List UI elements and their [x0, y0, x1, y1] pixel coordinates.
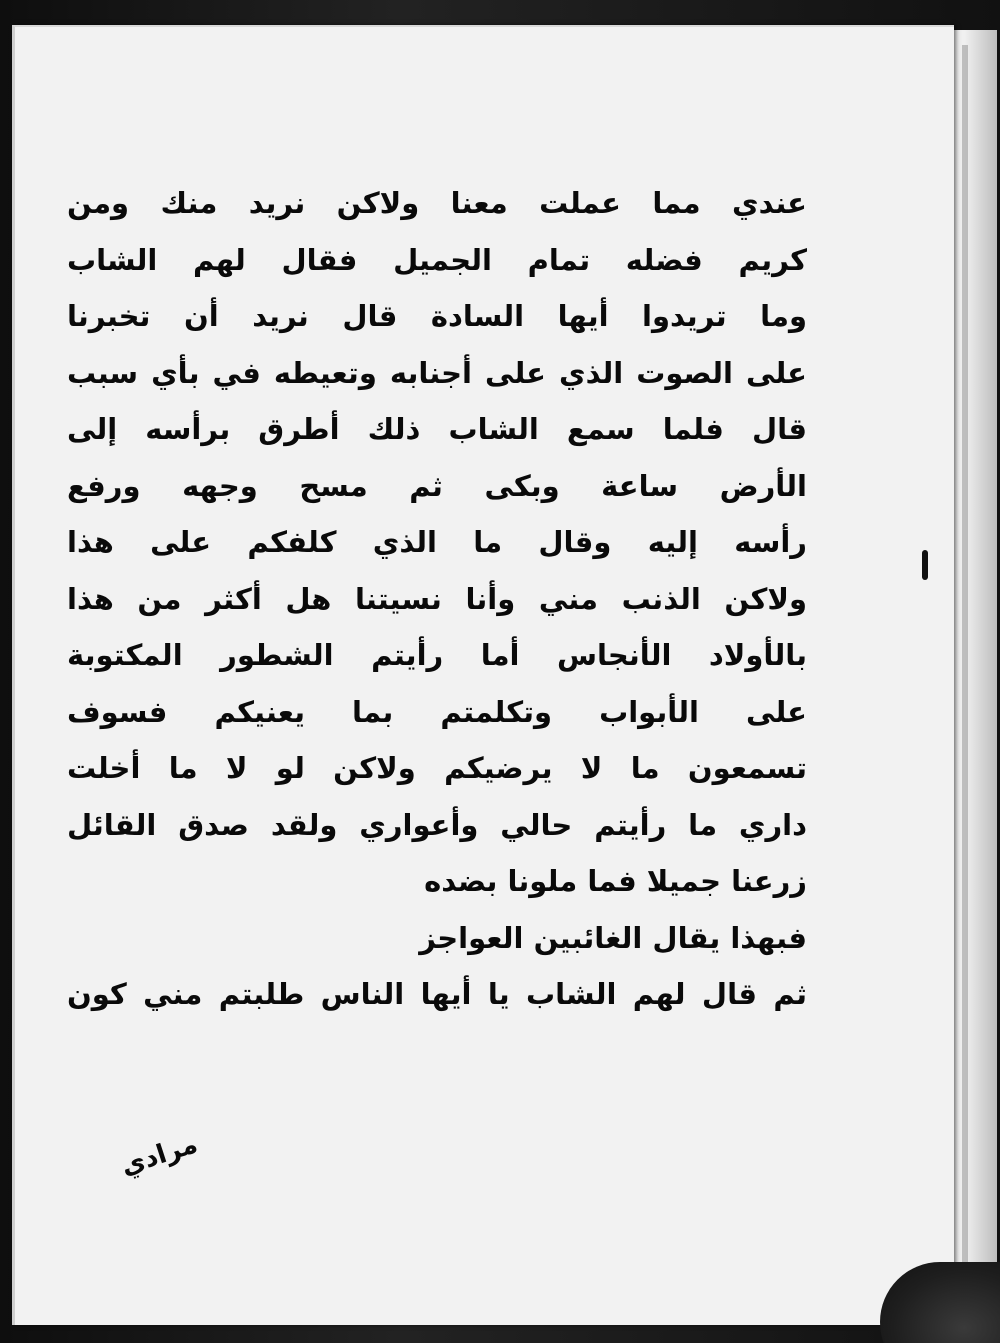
manuscript-line: الأرض ساعة وبكى ثم مسح وجهه ورفع — [67, 468, 807, 503]
manuscript-line: رأسه إليه وقال ما الذي كلفكم على هذا — [67, 525, 807, 559]
manuscript-line: داري ما رأيتم حالي وأعواري ولقد صدق القائل — [67, 807, 807, 842]
manuscript-line: زرعنا جميلا فما ملونا بضده — [424, 864, 807, 898]
manuscript-line: تسمعون ما لا يرضيكم ولاكن لو لا ما أخلت — [67, 751, 807, 785]
manuscript-page — [12, 25, 954, 1325]
manuscript-line: قال فلما سمع الشاب ذلك أطرق برأسه إلى — [67, 412, 807, 446]
manuscript-line: وما تريدوا أيها السادة قال نريد أن تخبرنا — [67, 299, 807, 333]
back-page-edge — [962, 45, 968, 1315]
manuscript-line: على الأبواب وتكلمتم بما يعنيكم فسوف — [67, 694, 807, 729]
manuscript-text-block — [67, 175, 807, 1023]
manuscript-line: بالأولاد الأنجاس أما رأيتم الشطور المكتوبة — [67, 638, 807, 672]
manuscript-line: كريم فضله تمام الجميل فقال لهم الشاب — [67, 242, 807, 277]
manuscript-line: فبهذا يقال الغائبين العواجز — [419, 920, 807, 955]
manuscript-line: عندي مما عملت معنا ولاكن نريد منك ومن — [67, 186, 807, 220]
manuscript-line: على الصوت الذي على أجنابه وتعيطه في بأي سبب — [67, 355, 807, 390]
catchword: مرادي — [117, 1129, 202, 1182]
ink-mark — [922, 550, 928, 580]
manuscript-line: ثم قال لهم الشاب يا أيها الناس طلبتم مني كون — [67, 977, 807, 1011]
manuscript-line: ولاكن الذنب مني وأنا نسيتنا هل أكثر من هذا — [67, 581, 807, 616]
